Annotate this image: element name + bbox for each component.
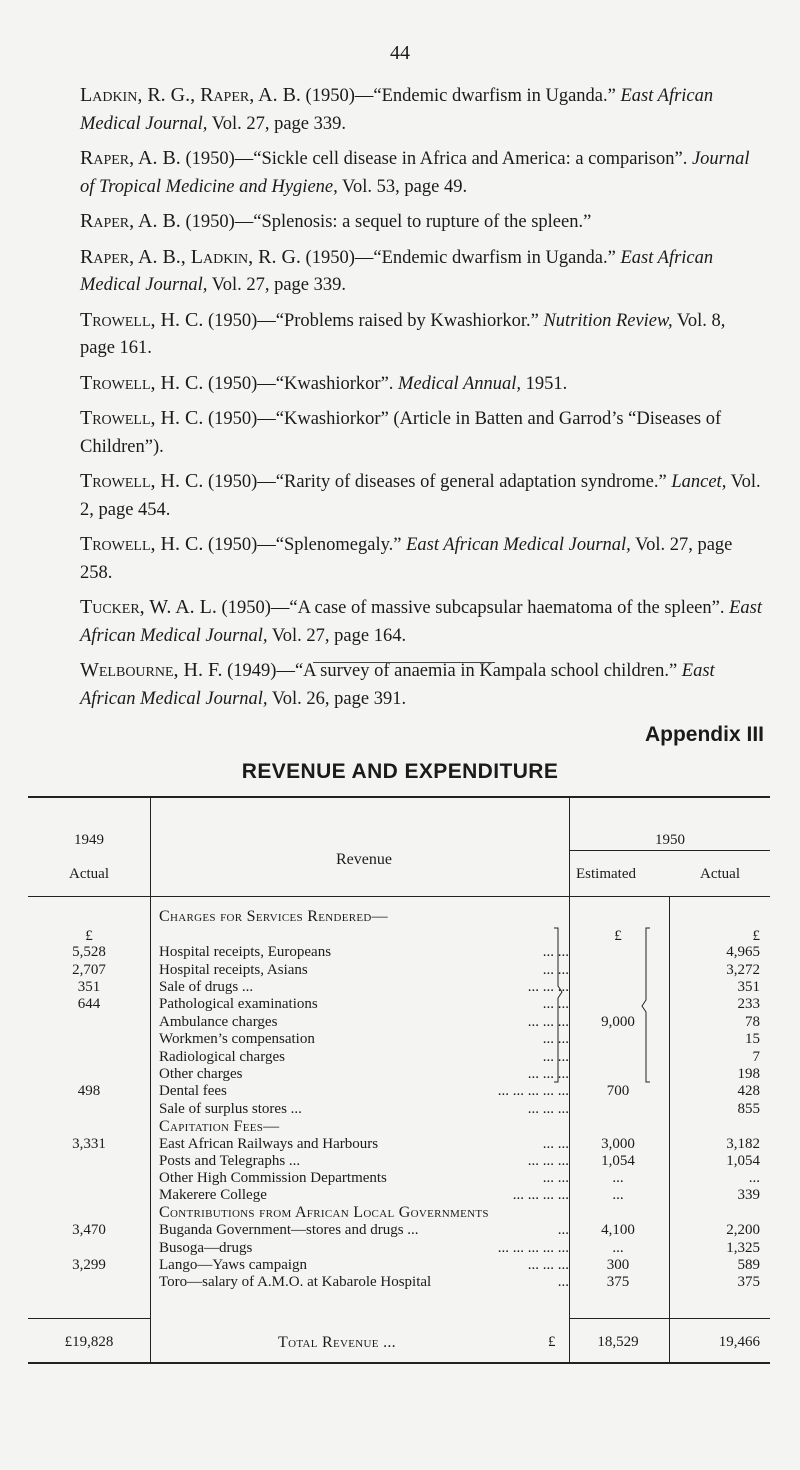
actual-1950-value: 3,272 [726, 962, 760, 978]
header-year-1950: 1950 [655, 832, 685, 848]
header-actual-1950: Actual [700, 866, 740, 882]
total-actual: 19,466 [718, 1334, 760, 1350]
actual-1949-value: 644 [77, 996, 101, 1012]
leader-dots: ... ... ... ... ... [497, 1240, 569, 1256]
revenue-item-label: Posts and Telegraphs ... [159, 1153, 301, 1169]
revenue-item-label: Pathological examinations [159, 996, 318, 1012]
revenue-item-label: Buganda Government—stores and drugs ... [159, 1222, 419, 1238]
revenue-item-label: East African Railways and Harbours [159, 1136, 379, 1152]
actual-1950-value: 198 [737, 1066, 760, 1082]
reference-authors: Welbourne, H. F. [80, 659, 223, 681]
total-label: Total Revenue ... [278, 1334, 396, 1351]
total-rule-1949 [28, 1318, 150, 1319]
actual-1950-value: 589 [737, 1257, 760, 1273]
revenue-item-label: Sale of drugs ... [159, 979, 254, 995]
leader-dots: ... ... ... [527, 979, 569, 995]
reference-title: (1950)—“Endemic dwarfism in Uganda.” [300, 247, 621, 268]
actual-1950-value: 855 [737, 1101, 760, 1117]
estimated-1950-value: 9,000 [601, 1014, 635, 1030]
revenue-item-label: Dental fees [159, 1083, 227, 1099]
header-year-1949: 1949 [74, 832, 104, 848]
actual-1950-value: 375 [737, 1274, 760, 1290]
estimated-1950-value: 4,100 [601, 1222, 635, 1238]
total-1949: £19,828 [64, 1334, 114, 1350]
reference-entry [80, 370, 762, 399]
leader-dots: ... ... [542, 1170, 569, 1186]
col-divider-3 [669, 896, 670, 1364]
table-bottom-rule [28, 1362, 770, 1364]
estimated-1950-value: ... [612, 1170, 624, 1186]
reference-volume: Vol. 27, page 339. [207, 275, 347, 295]
reference-journal: East African Medical Journal, [80, 86, 714, 134]
reference-title: (1950)—“Kwashiorkor” (Article in Batten and Garrod’s “Diseases of Children”). [80, 409, 722, 457]
currency-symbol-1949: £ [85, 928, 93, 944]
actual-1950-value: 3,182 [726, 1136, 760, 1152]
leader-dots: ... [557, 1222, 569, 1238]
section-heading: Contributions from African Local Governments [159, 1204, 489, 1221]
actual-1950-value: 351 [737, 979, 760, 995]
estimated-1950-value: ... [612, 1187, 624, 1203]
table-header-rule [28, 896, 770, 897]
reference-volume: Vol. 26, page 391. [267, 688, 407, 709]
reference-entry [80, 405, 762, 461]
right-brace-group [640, 926, 654, 1086]
reference-entry [80, 468, 762, 524]
leader-dots: ... ... ... [527, 1014, 569, 1030]
reference-journal: East African Medical Journal, [406, 535, 631, 555]
leader-dots: ... ... ... [527, 1066, 569, 1082]
header-estimated: Estimated [576, 866, 636, 882]
reference-journal: Journal of Tropical Medicine and Hygiene, [80, 149, 750, 197]
reference-journal: East African Medical Journal, [80, 247, 714, 295]
reference-authors: Tucker, W. A. L. [80, 596, 217, 618]
reference-list [80, 82, 762, 720]
total-rule-act [670, 1318, 770, 1319]
reference-title: (1950)—“Rarity of diseases of general adaptation syndrome.” [203, 472, 672, 492]
reference-title: (1949)—“A survey of anaemia in Kampala school children.” [222, 661, 682, 681]
currency-symbol-estimated: £ [614, 928, 622, 944]
revenue-item-label: Busoga—drugs [159, 1240, 253, 1256]
reference-title: (1950)—“A case of massive subcapsular haematoma of the spleen”. [216, 598, 730, 618]
revenue-item-label: Sale of surplus stores ... [159, 1101, 302, 1117]
reference-title: (1950)—“Sickle cell disease in Africa and America: a comparison”. [180, 149, 692, 169]
reference-volume: Vol. 8, page 161. [80, 310, 726, 358]
header-revenue: Revenue [336, 851, 392, 868]
leader-dots: ... ... ... [527, 1153, 569, 1169]
reference-volume: Vol. 27, page 339. [207, 113, 347, 134]
section-heading: Capitation Fees— [159, 1118, 280, 1135]
revenue-item-label: Other charges [159, 1066, 243, 1082]
actual-1950-value: 2,200 [726, 1222, 760, 1238]
reference-entry [80, 208, 762, 237]
revenue-item-label: Radiological charges [159, 1049, 285, 1065]
estimated-1950-value: 3,000 [601, 1136, 635, 1152]
reference-entry [80, 657, 762, 713]
reference-authors: Raper, A. B. [80, 210, 181, 232]
leader-dots: ... ... [542, 962, 569, 978]
actual-1949-value: 5,528 [72, 944, 106, 960]
header-actual-1949: Actual [69, 866, 109, 882]
revenue-item-label: Other High Commission Departments [159, 1170, 387, 1186]
reference-title: (1950)—“Splenomegaly.” [203, 535, 407, 555]
leader-dots: ... ... ... [527, 1257, 569, 1273]
reference-authors: Raper, A. B. [80, 147, 181, 169]
estimated-1950-value: 700 [606, 1083, 630, 1099]
reference-volume: Vol. 53, page 49. [337, 176, 468, 197]
reference-title: (1950)—“Splenosis: a sequel to rupture of the spleen.” [180, 212, 592, 232]
actual-1949-value: 498 [77, 1083, 101, 1099]
actual-1949-value: 351 [77, 979, 101, 995]
total-estimated: 18,529 [597, 1334, 639, 1350]
reference-authors: Raper, A. B., Ladkin, R. G. [80, 245, 301, 268]
revenue-item-label: Workmen’s compensation [159, 1031, 315, 1047]
revenue-item-label: Hospital receipts, Europeans [159, 944, 332, 960]
revenue-item-label: Lango—Yaws campaign [159, 1257, 308, 1273]
reference-volume: 1951. [521, 373, 568, 394]
actual-1950-value: ... [748, 1170, 760, 1186]
estimated-1950-value: 375 [606, 1274, 630, 1290]
table-title: REVENUE AND EXPENDITURE [241, 760, 559, 783]
actual-1950-value: 428 [737, 1083, 760, 1099]
currency-symbol-actual: £ [752, 928, 760, 944]
revenue-table [28, 796, 770, 1364]
reference-journal: Lancet, [671, 472, 727, 492]
revenue-item-label: Ambulance charges [159, 1014, 278, 1030]
actual-1950-value: 7 [752, 1049, 760, 1065]
table-top-rule [28, 796, 770, 798]
actual-1950-value: 1,054 [726, 1153, 760, 1169]
reference-authors: Trowell, H. C. [80, 533, 204, 555]
estimated-1950-value: 300 [606, 1257, 630, 1273]
reference-entry [80, 531, 762, 587]
reference-authors: Trowell, H. C. [80, 407, 204, 429]
leader-dots: ... ... [542, 1031, 569, 1047]
reference-authors: Trowell, H. C. [80, 470, 204, 492]
reference-title: (1950)—“Endemic dwarfism in Uganda.” [300, 86, 621, 106]
reference-entry [80, 145, 762, 201]
leader-dots: ... ... [542, 1049, 569, 1065]
estimated-1950-value: 1,054 [601, 1153, 635, 1169]
subhead-rule [570, 850, 770, 851]
actual-1950-value: 4,965 [726, 944, 760, 960]
appendix-label: Appendix III [644, 723, 764, 746]
leader-dots: ... ... [542, 944, 569, 960]
actual-1949-value: 3,470 [72, 1222, 106, 1238]
actual-1949-value: 3,331 [72, 1136, 106, 1152]
section-heading: Charges for Services Rendered— [159, 908, 388, 925]
reference-journal: Nutrition Review, [543, 310, 673, 331]
section-divider [313, 662, 495, 663]
reference-authors: Trowell, H. C. [80, 371, 204, 394]
reference-journal: Medical Annual, [398, 373, 522, 394]
total-rule-est [570, 1318, 669, 1319]
leader-dots: ... ... [542, 996, 569, 1012]
reference-journal: East African Medical Journal, [80, 598, 762, 646]
leader-dots: ... ... ... ... [512, 1187, 569, 1203]
reference-volume: Vol. 27, page 164. [267, 625, 407, 646]
page-number: 44 [390, 42, 410, 64]
reference-entry [80, 594, 762, 650]
reference-volume: Vol. 27, page 258. [80, 535, 733, 583]
reference-volume: Vol. 2, page 454. [80, 472, 761, 520]
reference-entry [80, 82, 762, 138]
actual-1950-value: 15 [745, 1031, 760, 1047]
reference-journal: East African Medical Journal, [80, 661, 715, 709]
actual-1950-value: 339 [737, 1187, 760, 1203]
actual-1949-value: 3,299 [72, 1257, 106, 1273]
actual-1950-value: 78 [745, 1014, 760, 1030]
reference-authors: Trowell, H. C. [80, 308, 204, 331]
reference-title: (1950)—“Kwashiorkor”. [203, 373, 399, 394]
actual-1950-value: 233 [737, 996, 760, 1012]
revenue-item-label: Hospital receipts, Asians [159, 962, 308, 978]
leader-dots: ... [557, 1274, 569, 1290]
actual-1949-value: 2,707 [72, 962, 106, 978]
leader-dots: ... ... [542, 1136, 569, 1152]
estimated-1950-value: ... [612, 1240, 624, 1256]
revenue-item-label: Makerere College [159, 1187, 267, 1203]
revenue-item-label: Toro—salary of A.M.O. at Kabarole Hospital [159, 1274, 432, 1290]
total-currency: £ [548, 1334, 556, 1350]
leader-dots: ... ... ... ... ... [497, 1083, 569, 1099]
leader-dots: ... ... ... [527, 1101, 569, 1117]
reference-title: (1950)—“Problems raised by Kwashiorkor.” [203, 310, 544, 331]
col-divider-1 [150, 796, 151, 1364]
actual-1950-value: 1,325 [726, 1240, 760, 1256]
reference-authors: Ladkin, R. G., Raper, A. B. [80, 84, 301, 106]
reference-entry [80, 307, 762, 363]
reference-entry [80, 244, 762, 300]
